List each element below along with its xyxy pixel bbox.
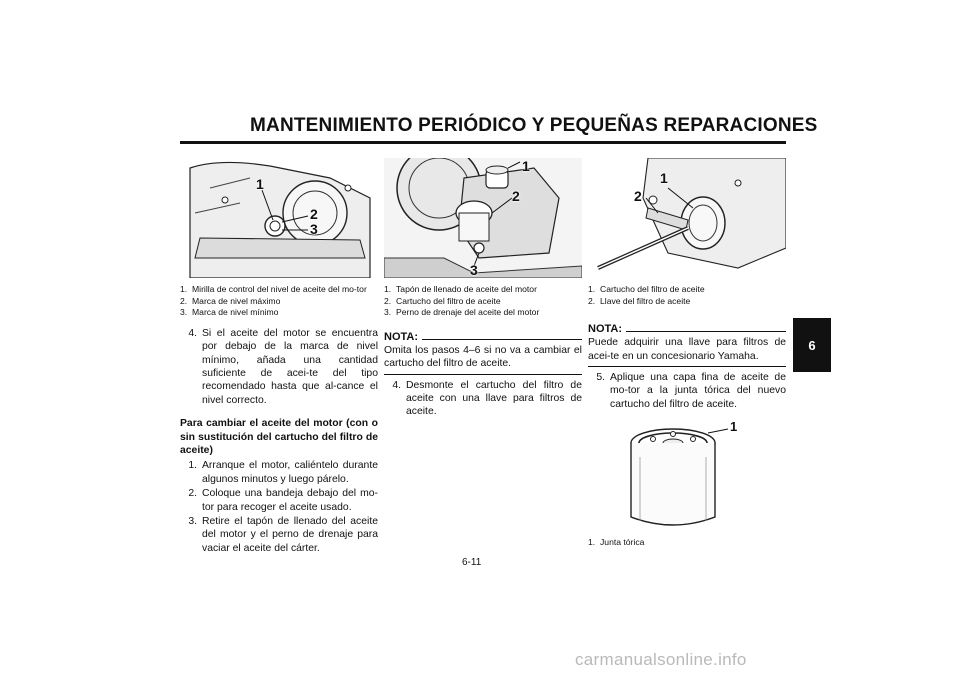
step-3: 3. Retire el tapón de llenado del aceite del motor y el perno de drenaje para vaciar el aceite del cárter. [188, 516, 378, 554]
filter-cartridge-illustration [618, 425, 748, 535]
figure-callout: 3 [310, 221, 318, 237]
caption-item: 3. Perno de drenaje del aceite del motor [384, 307, 540, 318]
step-2: 2. Coloque una bandeja debajo del mo-tor para recoger el aceite usado. [188, 488, 378, 513]
figure-callout: 2 [310, 206, 318, 222]
caption-item: 1. Mirilla de control del nivel de aceite del mo-tor [180, 284, 367, 294]
body-text [384, 379, 582, 419]
figure-caption [588, 284, 786, 307]
caption-item: 2. Llave del filtro de aceite [588, 295, 691, 306]
note-box [588, 323, 786, 367]
figure-callout: 1 [256, 176, 264, 192]
figure-callout: 2 [634, 188, 642, 204]
step-4: 4. Si el aceite del motor se encuentra por debajo de la marca de nivel mínimo, añada una cantidad suficiente de acei-te del tipo recomendado hasta que al-cance el nivel correcto. [188, 327, 378, 406]
oil-filler-drain-figure [384, 158, 582, 278]
filter-wrench-illustration [588, 158, 786, 278]
page-number: 6-11 [462, 557, 482, 568]
caption-item: 1. Junta tórica [588, 537, 645, 548]
engine-filler-drain-illustration [384, 158, 582, 278]
caption-item: 1. Cartucho del filtro de aceite [588, 284, 705, 294]
figure-callout: 2 [512, 188, 520, 204]
figure-callout: 1 [660, 170, 668, 186]
figure-caption [384, 284, 582, 319]
step-1: 1. Arranque el motor, caliéntelo durante algunos minutos y luego párelo. [188, 460, 378, 485]
note-text: Puede adquirir una llave para filtros de acei-te en un concesionario Yamaha. [588, 337, 786, 362]
note-text: Omita los pasos 4–6 si no va a cambiar el cartucho del filtro de aceite. [384, 344, 582, 370]
oil-level-window-figure [180, 158, 378, 278]
note-label: NOTA: [588, 323, 786, 335]
step-5: 5. Aplique una capa fina de aceite de mo-tor a la junta tórica del nuevo cartucho del filtro de aceite. [596, 372, 786, 410]
page-title: MANTENIMIENTO PERIÓDICO Y PEQUEÑAS REPARACIONES [250, 115, 818, 136]
step-4: 4. Desmonte el cartucho del filtro de aceite con una llave para filtros de aceite. [392, 379, 582, 418]
caption-item: 3. Marca de nivel mínimo [180, 307, 279, 318]
oil-filter-wrench-figure [588, 158, 786, 278]
note-label: NOTA: [384, 331, 582, 343]
note-rule [384, 374, 582, 375]
note-rule [588, 366, 786, 367]
chapter-tab: 6 [793, 318, 831, 372]
body-text [180, 327, 378, 556]
body-text [588, 371, 786, 411]
note-box [384, 331, 582, 375]
oil-filter-cartridge-figure [618, 419, 748, 535]
section-subheading: Para cambiar el aceite del motor (con o sin sustitución del cartucho del filtro de aceite) [180, 418, 378, 457]
figure-caption [180, 284, 378, 319]
column-3 [588, 158, 786, 549]
figure-caption [588, 537, 786, 549]
watermark-text: carmanualsonline.info [575, 650, 747, 669]
caption-item: 2. Cartucho del filtro de aceite [384, 295, 501, 306]
column-1 [180, 158, 378, 555]
figure-callout: 1 [730, 419, 738, 435]
column-2 [384, 158, 582, 419]
figure-callout: 3 [470, 262, 478, 278]
figure-callout: 1 [522, 158, 530, 174]
caption-item: 1. Tapón de llenado de aceite del motor [384, 284, 537, 294]
title-rule [180, 141, 786, 144]
caption-item: 2. Marca de nivel máximo [180, 295, 281, 306]
engine-sight-glass-illustration [180, 158, 378, 278]
